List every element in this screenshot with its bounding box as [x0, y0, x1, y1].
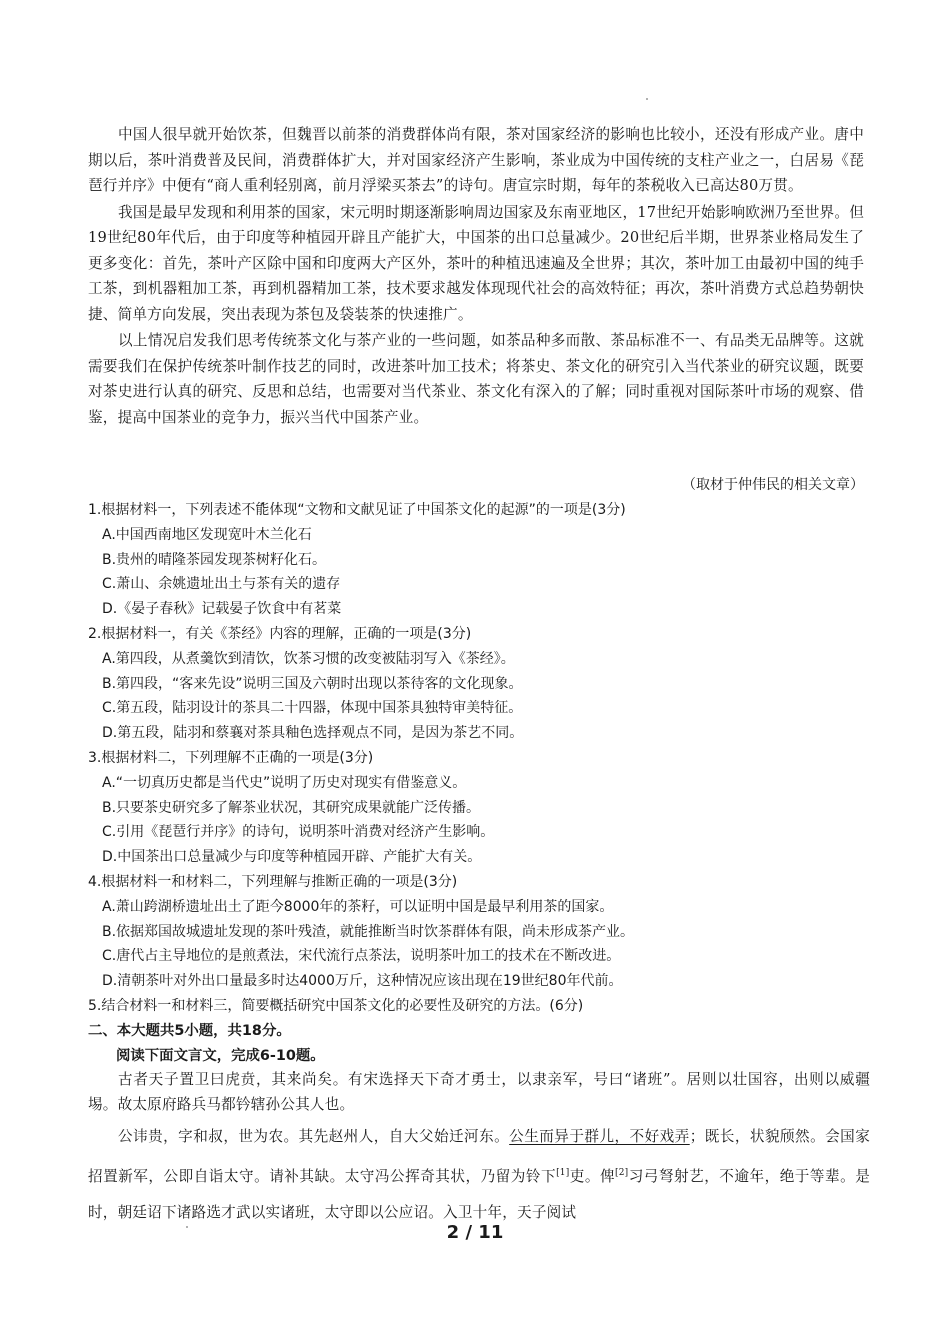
question-3-stem [88, 746, 878, 771]
q3-option-b: B.只要茶史研究多了解茶业状况，其研究成果就能广泛传播。 [102, 799, 481, 816]
classical-chinese-passage [88, 1067, 870, 1231]
q3-option-d: D.中国茶出口总量减少与印度等种植园开辟、产能扩大有关。 [102, 849, 482, 866]
passage-paragraph-1: 中国人很早就开始饮茶，但魏晋以前茶的消费群体尚有限，茶对国家经济的影响也比较小，还没有形成产业。唐中期以后，茶叶消费普及民间，消费群体扩大，并对国家经济产生影响，茶业成为中国传统的支柱产业之一，白居易《琵琶行并序》中便有“商人重利轻别离，前月浮梁买茶去”的诗句。唐宣宗时期，每年的茶税收入已高达80万贯。 [88, 126, 864, 194]
q1-option-c: C.萧山、余姚遗址出土与茶有关的遗存 [102, 576, 341, 593]
q1-option-b: B.贵州的晴隆茶园发现茶树籽化石。 [102, 551, 327, 568]
classical-text: ；既长，状貌颀然。会国家招置新军，公即自 [88, 1128, 871, 1185]
question-4-stem: 4.根据材料一和材料二，下列理解与推断正确的一项是(3分) [88, 873, 458, 890]
q1-stem-part: 体现“文物和文献见证了中国茶文化的起源”的一项是(3分) [269, 502, 626, 518]
q3-option-a: A.“一切真历史都是当代史”说明了历史对现实有借鉴意义。 [102, 774, 467, 791]
classical-text: 太守。请补其缺。太守冯公挥奇其状，乃留为铃下 [223, 1167, 557, 1185]
passage-source: （取材于仲伟民的相关文章） [682, 477, 864, 493]
classical-text: 来尚矣。有宋选择天下奇才勇士，以隶亲军，号曰“诸班”。居则以壮国容，出则以威疆埸。故太原府路兵马都钤辖孙公其人也。 [88, 1071, 870, 1113]
underlined-sentence: 公生而异于群儿，不好戏弄 [509, 1128, 690, 1145]
section-2-title: 二、本大题共5小题，共18分。 [88, 1022, 291, 1039]
material-three-passage [88, 122, 864, 431]
q4-option-b: B.依据郑国故城遗址发现的茶叶残渣，就能推断当时饮茶群体有限，尚未形成茶产业。 [102, 923, 635, 940]
q3-stem-part: 的一项是(3分) [283, 749, 374, 766]
classical-text: 公讳贵，字和叔，世为农。其先赵州人，自大父始迁河东。 [118, 1128, 510, 1145]
question-5-stem: 5.结合材料一和材料三，简要概括研究中国茶文化的必要性及研究的方法。(6分) [88, 997, 584, 1014]
q4-option-c: C.唐代占主导地位的是煎煮法，宋代流行点茶法，说明茶叶加工的技术在不断改进。 [102, 948, 621, 965]
page-number: 2 / 11 [446, 1222, 504, 1243]
q2-option-b: B.第四段，“客来先设”说明三国及六朝时出现以茶待客的文化现象。 [102, 675, 523, 692]
scan-speck [646, 98, 648, 100]
classical-paragraph-2 [88, 1119, 870, 1231]
q1-option-a: A.中国西南地区发现宽叶木兰化石 [102, 526, 312, 543]
q1-option-d: D.《晏子春秋》记载晏子饮食中有茗菜 [102, 601, 342, 618]
footnote-marker: [1] [556, 1168, 570, 1178]
footnote-marker: [2] [615, 1168, 629, 1178]
classical-paragraph-1 [88, 1067, 870, 1117]
q3-emphasis-char: 正 [255, 749, 270, 766]
q1-emphasis-char: 能 [255, 502, 270, 518]
q3-emphasis-char: 确 [269, 749, 284, 766]
classical-text: 古者天子置卫曰虎贲， [118, 1071, 272, 1088]
classical-emphasis-char: 诣 • [209, 1168, 224, 1185]
q1-stem-part: 1.根据材料一，下列表述不 [88, 502, 256, 518]
q3-emphasis-char: 不 [241, 749, 256, 766]
passage-paragraph-3: 以上情况启发我们思考传统茶文化与茶产业的一些问题，如茶品种多而散、茶品标准不一、有品类无品牌等。这就需要我们在保护传统茶叶制作技艺的同时，改进茶叶加工技术；将茶史、茶文化的研究引入当代茶业的研究议题，既要对茶史进行认真的研究、反思和总结，也需要对当代茶业、茶文化有深入的了解；同时重视对国际茶叶市场的观察、借鉴，提高中国茶业的竞争力，振兴当代中国茶产业。 [88, 332, 864, 426]
q2-option-a: A.第四段，从煮羹饮到清饮，饮茶习惯的改变被陆羽写入《茶经》。 [102, 650, 515, 667]
section-2-instruction: 阅读下面文言文，完成6-10题。 [116, 1047, 325, 1064]
classical-text: 习弓弩射艺，不 [628, 1167, 735, 1185]
q2-option-c: C.第五段，陆羽设计的茶具二十四器，体现中国茶具独特审美特征。 [102, 700, 523, 717]
classical-text: 年，绝于等辈。是时，朝廷诏下诸路选才武以实诸班，太守即以公应诏。入卫十年，天子阅试 [88, 1167, 871, 1221]
passage-paragraph-2: 我国是最早发现和利用茶的国家，宋元明时期逐渐影响周边国家及东南亚地区，17世纪开始影响欧洲乃至世界。但19世纪80年代后，由于印度等种植园开辟且产能扩大，中国茶的出口总量减少。20世纪后半期，世界茶业格局发生了更多变化：首先，茶叶产区除中国和印度两大产区外，茶叶的种植迅速遍及全世界；其次，茶叶加工由最初中国的纯手工茶，到机器粗加工茶，再到机器精加工茶，技术要求越发体现现代社会的高效特征；再次，茶叶消费方式总趋势朝快捷、简单方向发展，突出表现为茶包及袋装茶的快速推广。 [88, 203, 864, 323]
q2-option-d: D.第五段，陆羽和蔡襄对茶具釉色选择观点不同，是因为茶艺不同。 [102, 725, 524, 742]
questions-section [88, 498, 878, 1069]
question-2-stem: 2.根据材料一，有关《茶经》内容的理解，正确的一项是(3分) [88, 625, 472, 642]
q4-option-a: A.萧山跨湖桥遗址出土了距今8000年的茶籽，可以证明中国是最早利用茶的国家。 [102, 898, 614, 915]
q4-option-d: D.清朝茶叶对外出口量最多时达4000万斤，这种情况应该出现在19世纪80年代前。 [102, 973, 623, 990]
question-1-stem [88, 498, 878, 523]
classical-text: 吏。俾 [569, 1167, 616, 1185]
q3-stem-part: 3.根据材料二，下列理解 [88, 749, 242, 766]
classical-emphasis-char: 逾 • [734, 1168, 749, 1185]
q3-option-c: C.引用《琵琶行并序》的诗句，说明茶叶消费对经济产生影响。 [102, 824, 495, 841]
classical-emphasis-char: 其 [271, 1071, 287, 1088]
